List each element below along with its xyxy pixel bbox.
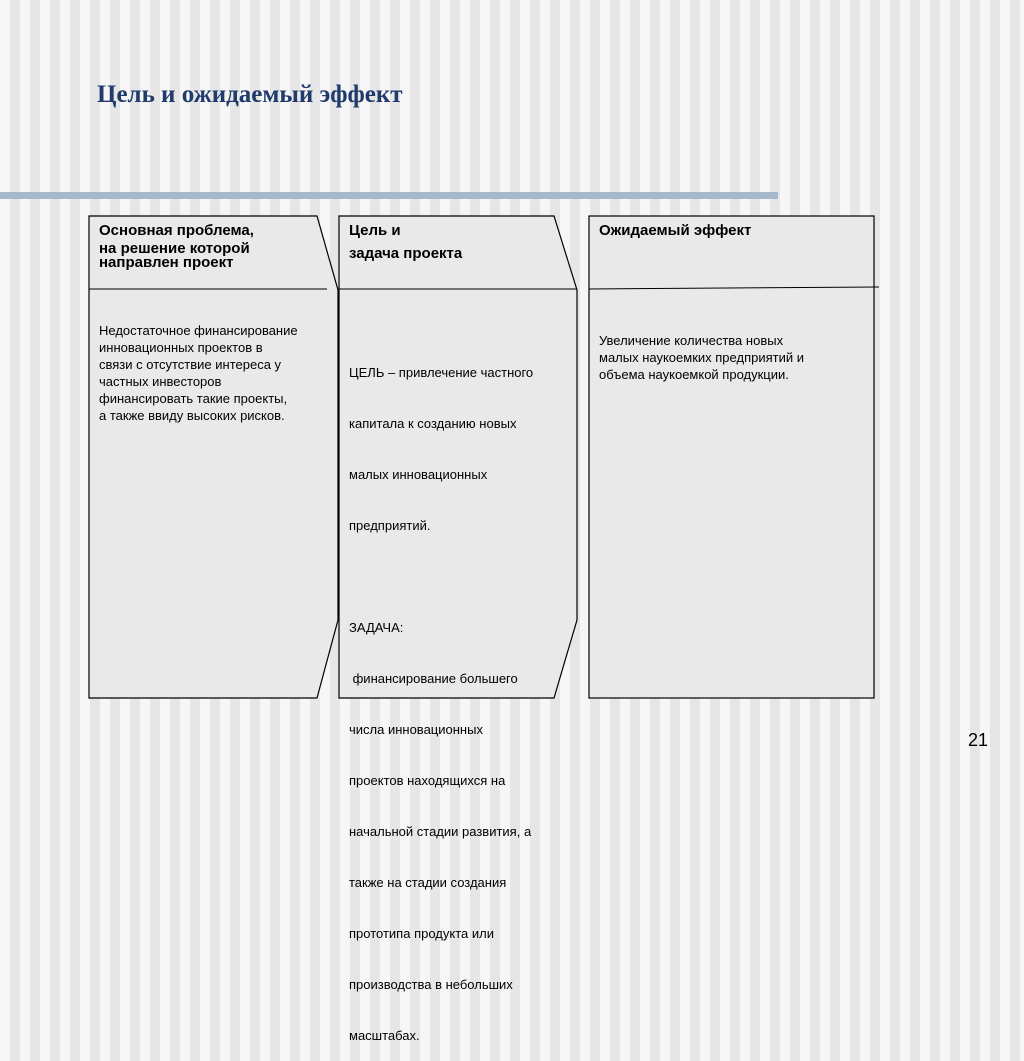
goal-body-line: предприятий.: [349, 518, 431, 533]
goal-body-line: масштабах.: [349, 1028, 420, 1043]
goal-header-line: Цель и: [349, 222, 401, 239]
problem-body-line: а также ввиду высоких рисков.: [99, 408, 285, 423]
goal-body-line: начальной стадии развития, а: [349, 824, 532, 839]
effect-body-line: Увеличение количества новых: [599, 333, 784, 348]
effect-body-line: объема наукоемкой продукции.: [599, 367, 789, 382]
effect-body: [599, 332, 804, 383]
goal-body: [349, 330, 533, 1061]
problem-header: [99, 221, 254, 273]
goal-body-line: также на стадии создания: [349, 875, 507, 890]
goal-body-line: малых инновационных: [349, 467, 488, 482]
goal-body-line: капитала к созданию новых: [349, 416, 517, 431]
goal-body-line: финансирование большего: [349, 671, 518, 686]
goal-body-line: производства в небольших: [349, 977, 513, 992]
problem-body-line: Недостаточное финансирование: [99, 323, 298, 338]
goal-body-line: числа инновационных: [349, 722, 483, 737]
problem-header-line: на решение которой: [99, 240, 250, 257]
problem-header-line: Основная проблема,: [99, 222, 254, 239]
goal-header-line: задача проекта: [349, 245, 463, 262]
goal-body-line: проектов находящихся на: [349, 773, 506, 788]
box-problem: [89, 216, 338, 698]
goal-body-line: ЦЕЛЬ – привлечение частного: [349, 365, 534, 380]
problem-body-line: связи с отсутствие интереса у: [99, 357, 282, 372]
problem-body-line: инновационных проектов в: [99, 340, 263, 355]
problem-header-line: направлен проект: [99, 254, 234, 271]
goal-header: [349, 221, 462, 264]
goal-body-line: прототипа продукта или: [349, 926, 494, 941]
effect-body-line: малых наукоемких предприятий и: [599, 350, 804, 365]
effect-header: [599, 221, 751, 241]
goal-body-line: ЗАДАЧА:: [349, 620, 404, 635]
goal-body-line: [349, 568, 533, 585]
problem-body: [99, 322, 298, 424]
problem-body-line: финансировать такие проекты,: [99, 391, 288, 406]
page-number: 21: [967, 730, 988, 750]
effect-header-line: Ожидаемый эффект: [599, 222, 752, 239]
problem-body-line: частных инвесторов: [99, 374, 222, 389]
slide-title: Цель и ожидаемый эффект: [97, 81, 403, 108]
